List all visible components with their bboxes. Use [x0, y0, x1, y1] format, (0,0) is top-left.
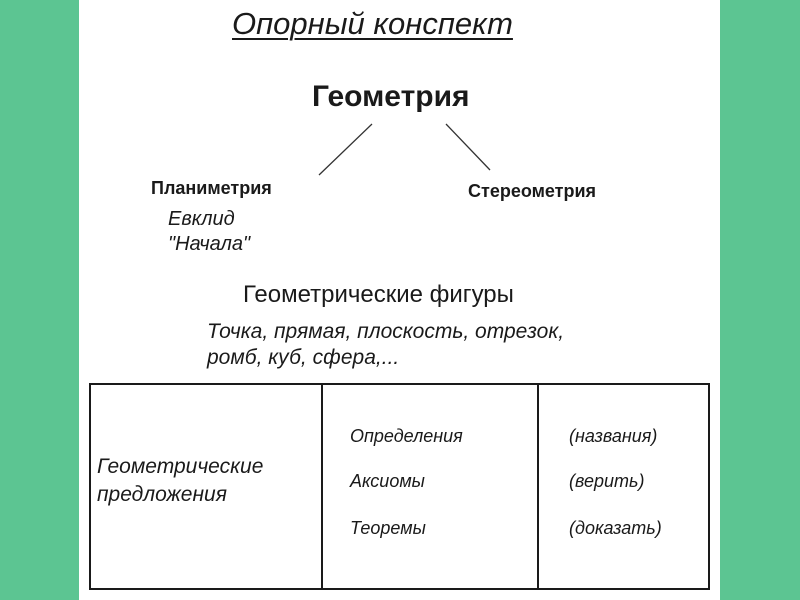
branch-planimetry: Планиметрия: [151, 178, 272, 198]
term-item: Определения: [350, 426, 463, 446]
column-divider: [537, 385, 539, 588]
document-page: [79, 0, 720, 600]
term-item: Теоремы: [350, 518, 426, 538]
figures-heading: Геометрические фигуры: [243, 281, 514, 308]
row-label-line: Геометрические: [97, 455, 264, 478]
note-item: (названия): [569, 426, 658, 446]
note-item: (верить): [569, 471, 645, 491]
branch-stereometry: Стереометрия: [468, 181, 597, 201]
page-title: Опорный конспект: [232, 6, 513, 41]
tree-root: Геометрия: [312, 80, 470, 113]
row-label-line: предложения: [97, 483, 227, 506]
term-item: Аксиомы: [350, 471, 425, 491]
figures-list-line: ромб, куб, сфера,...: [207, 346, 400, 369]
row-label: [97, 453, 263, 509]
propositions-table: [89, 383, 710, 590]
column-divider: [321, 385, 323, 588]
tree-connectors: [79, 0, 720, 200]
connector-right: [446, 124, 490, 170]
author-name: Евклид: [168, 208, 235, 230]
note-item: (доказать): [569, 518, 662, 538]
connector-left: [319, 124, 372, 175]
figures-list-line: Точка, прямая, плоскость, отрезок,: [207, 320, 565, 343]
work-title: "Начала": [168, 233, 251, 255]
